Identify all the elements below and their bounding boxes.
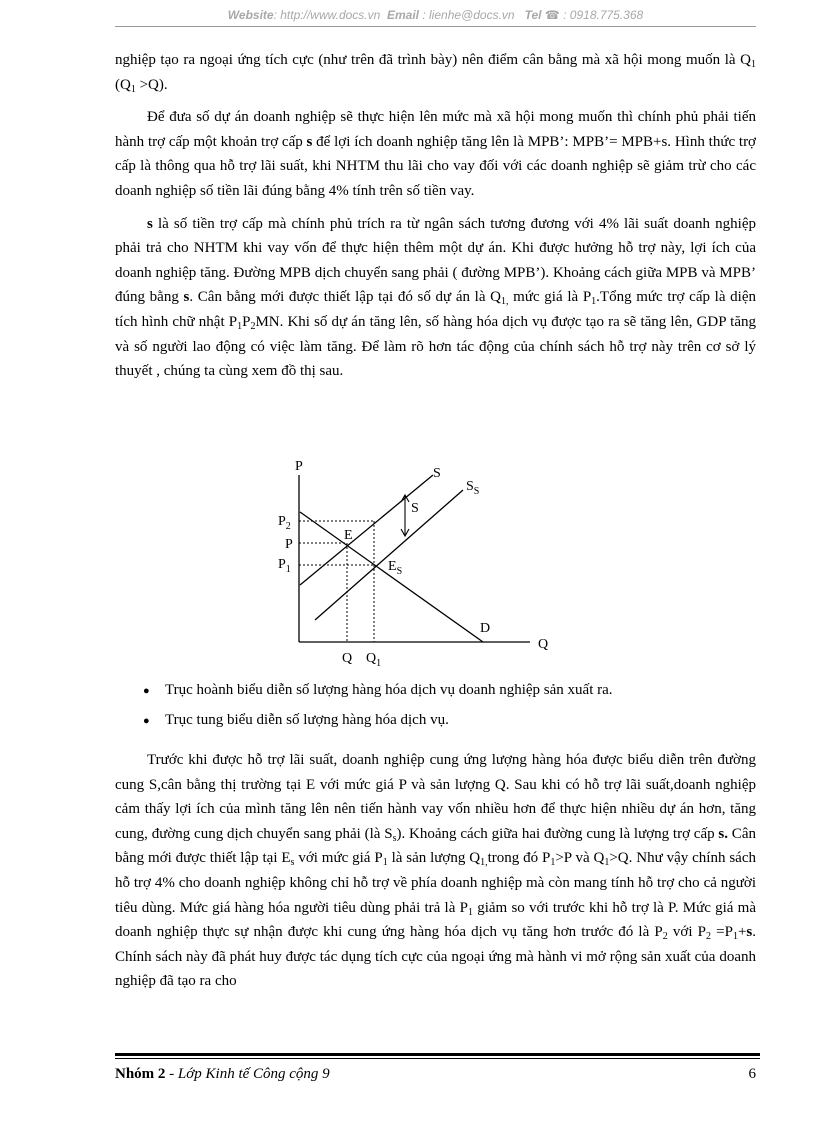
footer-separator: -: [165, 1066, 178, 1082]
bullet-text: Trục tung biểu diễn số lượng hàng hóa dịch vụ.: [165, 712, 449, 728]
supply-demand-graph: [268, 450, 568, 680]
demand-curve-d: [300, 512, 483, 642]
header-divider: [115, 26, 756, 27]
footer-class-name: Lớp Kinh tế Công cộng 9: [177, 1066, 330, 1082]
es-point-label: $E_S$: [388, 559, 403, 577]
footer-divider-thin: [115, 1058, 760, 1059]
p-label: P: [285, 537, 293, 552]
paragraph-4: Trước khi được hỗ trợ lãi suất, doanh nghiệp cung ứng lượng hàng hóa được biểu diễn trên đường cung S,cân bằng thị trường tại E với mức giá P và sản lượng Q. Sau khi có hỗ trợ lãi suất,doanh nghiệp cảm thấy lợi ích của mình tăng lên nên tiến hành vay vốn nhiều hơn để thực hiện nhiều dự án hơn, tăng cung, đường cung dịch chuyển sang phải (là $S_s$). Khoảng cách giữa hai đường cung là lượng trợ cấp s. Cân bằng mới được thiết lập tại $E_s$ với mức giá $P_1$ là sản lượng $Q_{1,}trong$ đó $P_1>P$ và $Q_1>Q$. Như vậy chính sách hỗ trợ 4% cho doanh nghiệp không chỉ hỗ trợ về phía doanh nghiệp mà còn mang tính hỗ trợ cho cả người tiêu dùng. Mức giá hàng hóa người tiêu dùng phải trả là $P_1$ giảm so với trước khi hỗ trợ là P. Mức giá mà doanh nghiệp thực sự nhận được khi cung ứng hàng hóa dịch vụ tăng hơn trước đó là $P_2$ với $P_2 =P_1+s$. Chính sách này đã phát huy được tác dụng tích cực của ngoại ứng mà hành vi mở rộng sản xuất của doanh nghiệp đã tạo ra cho: [115, 752, 756, 990]
q-axis-label: Q: [538, 637, 549, 652]
graph-svg: [268, 450, 568, 680]
bullet-text: Trục hoành biểu diễn số lượng hàng hóa dịch vụ doanh nghiệp sản xuất ra.: [165, 682, 613, 698]
p2-label: $P_2$: [278, 514, 291, 532]
q-tick-label: Q: [342, 651, 353, 666]
bullet-icon: ●: [143, 685, 150, 697]
s-gap-label: S: [411, 501, 419, 516]
d-curve-label: D: [480, 621, 491, 636]
list-item: [135, 710, 756, 730]
supply-curve-s: [300, 475, 433, 585]
footer-group: [115, 1066, 330, 1083]
e-point-label: E: [344, 528, 353, 543]
footer-group-name: Nhóm 2: [115, 1066, 166, 1082]
p1-label: $P_1$: [278, 557, 291, 575]
email-value: : lienhe@docs.vn: [422, 8, 515, 22]
paragraph-2: Để đưa số dự án doanh nghiệp sẽ thực hiện lên mức mà xã hội mong muốn thì chính phủ phải tiến hành trợ cấp một khoản trợ cấp s để lợi ích doanh nghiệp tăng lên là MPB’: MPB’= MPB+s. Hình thức trợ cấp là thông qua hỗ trợ lãi suất, khi NHTM thu lãi cho vay đối với các doanh nghiệp sẽ giảm trừ cho các doanh nghiệp số tiền lãi đúng bằng 4% tính trên số tiền vay.: [115, 109, 756, 199]
paragraph-3: s là số tiền trợ cấp mà chính phủ trích ra từ ngân sách tương đương với 4% lãi suất doanh nghiệp phải trả cho NHTM khi vay vốn để thực hiện thêm một dự án. Khi được hưởng hỗ trợ này, lợi ích của doanh nghiệp tăng. Đường MPB dịch chuyển sang phải ( đường MPB’). Khoảng cách giữa MPB và MPB’ đúng bằng s. Cân bằng mới được thiết lập tại đó số dự án là $Q_{1,}$ mức giá là $P_1.Tổng$ mức trợ cấp là diện tích hình chữ nhật $P_1P_2MN$. Khi số dự án tăng lên, số hàng hóa dịch vụ được tạo ra sẽ tăng lên, GDP tăng và số người lao động có việc làm tăng. Để làm rõ hơn tác động của chính sách hỗ trợ này trên cơ sở lý thuyết , chúng ta cùng xem đồ thị sau.: [115, 215, 756, 380]
paragraph-1: nghiệp tạo ra ngoại ứng tích cực (như trên đã trình bày) nên điểm cân bằng mà xã hội mong muốn là $Q_1$ $(Q_1 >Q)$.: [115, 52, 756, 95]
website-value: : http://www.docs.vn: [273, 8, 381, 22]
tel-value: ☎ : 0918.775.368: [544, 8, 644, 22]
s-curve-label: S: [433, 466, 441, 481]
website-label: Website: [227, 8, 274, 22]
body-bottom: [115, 748, 756, 994]
bullet-icon: ●: [143, 715, 150, 727]
bullet-list: [135, 680, 756, 740]
footer-divider-thick: [115, 1053, 760, 1056]
body-top: [115, 48, 756, 384]
page-number: 6: [748, 1066, 756, 1082]
email-label: Email: [386, 8, 419, 22]
ss-curve-label: $S_S$: [466, 479, 480, 497]
tel-label: Tel: [524, 8, 542, 22]
p-axis-label: P: [295, 459, 303, 474]
list-item: [135, 680, 756, 700]
page-header: [115, 8, 756, 22]
q1-tick-label: $Q_1$: [366, 651, 382, 669]
